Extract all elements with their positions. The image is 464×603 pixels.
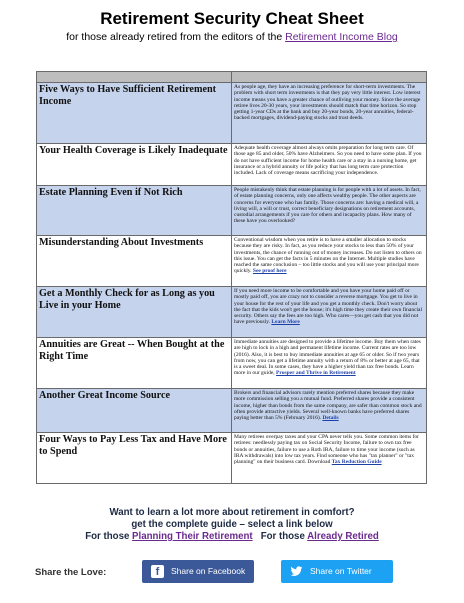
facebook-icon: f — [151, 565, 164, 578]
row-body — [232, 389, 427, 433]
share-facebook-label: Share on Facebook — [171, 566, 246, 576]
row-topic: Estate Planning Even if Not Rich — [37, 186, 232, 236]
cta-line-1: Want to learn a lot more about retirement in comfort? — [109, 507, 355, 518]
header-cell-body — [232, 72, 427, 83]
row-body-text: If you need more income to be comfortable and you have your home paid off or mostly paid off, you are crazy not to consider a reverse mortgage. You get to live in your house for the rest of your life and you get a monthly check. Don't worry about the fact that the kids won't get the house; it's high time they create their own financial security. Others say the fees are too high. Who cares—you get cash that you did not have previously. — [234, 288, 423, 326]
share-facebook-button[interactable] — [142, 560, 254, 583]
cta-for-label-2: For those — [260, 531, 308, 542]
table-row — [37, 236, 427, 287]
cta-line-2: get the complete guide – select a link below — [131, 519, 333, 530]
row-body-text: Brokers and financial advisors rarely mention preferred shares because they make more commission selling you a mutual fund. Preferred shares provide a consistent income, higher than bonds from the same company, are safer than common stock and often provide attractive yields. Several well-known banks have preferred shares paying better than 5% (February 2016). — [234, 390, 422, 422]
row-topic: Five Ways to Have Sufficient Retirement Income — [37, 83, 232, 144]
page-title: Retirement Security Cheat Sheet — [100, 9, 364, 28]
row-body — [232, 338, 427, 389]
row-body-text: Many retirees overpay taxes and your CPA never tells you. Some common items for retirees: needlessly paying tax on Social Security Income, failure to own tax free bonds or annuities, failure to use a Roth IRA, failure to time your income (such as IRA withdrawals) into low tax years. Find someone who has "tax planner" or "tax planning" on their business card. Download — [234, 434, 419, 466]
table-row — [37, 186, 427, 236]
share-label: Share the Love: — [35, 567, 107, 578]
twitter-icon — [290, 565, 303, 578]
header-cell-topic — [37, 72, 232, 83]
row-body — [232, 83, 427, 144]
details-link[interactable]: Details — [322, 415, 339, 422]
planning-retirement-link[interactable]: Planning Their Retirement — [132, 531, 253, 542]
see-proof-link[interactable]: See proof here — [252, 268, 287, 275]
cta-links — [0, 531, 464, 542]
row-body-text: Conventional wisdom when you retire is to have a smaller allocation to stocks because they are risky. In fact, as you reduce your stocks to less than 50% of your investments, the chance of running out of money increases. Do not listen to others on this issue. You can get the facts in 5 minutes on the Internet. Multiple studies have reached the same conclusion – too little stocks and you will use your principal more quickly. — [234, 237, 422, 275]
share-twitter-button[interactable] — [281, 560, 393, 583]
row-topic: Another Great Income Source — [37, 389, 232, 433]
row-body — [232, 144, 427, 186]
retirement-income-blog-link[interactable]: Retirement Income Blog — [285, 31, 398, 43]
row-body-text: Adequate health coverage almost always omits preparation for long term care. Of those age 85 and older, 50% have Alzheimers. So you need to have some plan. If you do not have sufficient income for home health care or a stay in a nursing home, get insurance or a hybrid annuity or life policy that has long term care protection included. Lack of coverage means sacrificing your independence. — [234, 145, 422, 177]
table-row — [37, 287, 427, 338]
cta-for-label-1: For those — [85, 531, 133, 542]
table-row — [37, 389, 427, 433]
already-retired-link[interactable]: Already Retired — [307, 531, 379, 542]
table-row — [37, 83, 427, 144]
row-body — [232, 433, 427, 484]
row-topic: Your Health Coverage is Likely Inadequate — [37, 144, 232, 186]
table-row — [37, 433, 427, 484]
row-body — [232, 186, 427, 236]
row-topic: Misunderstanding About Investments — [37, 236, 232, 287]
row-topic: Annuities are Great -- When Bought at the Right Time — [37, 338, 232, 389]
table-row — [37, 338, 427, 389]
table-row — [37, 144, 427, 186]
row-body — [232, 287, 427, 338]
subtitle-text: for those already retired from the editors of the — [66, 31, 286, 43]
table-header-row — [37, 72, 427, 83]
row-body — [232, 236, 427, 287]
row-body-text: Immediate annuities are designed to provide a lifetime income. Buy them when rates are high to lock in a high and permanent lifetime income. Current rates are too low (2016). Also, it is best to buy immediate annuities at age 65 or older. So if two years from now, you can get a lifetime annuity with a return of 8% or better at age 65, that is a sweet deal. In some cases, they have a higher yield than tax free bonds. Learn more in our guide, — [234, 339, 421, 377]
row-topic: Get a Monthly Check for as Long as you Live in your Home — [37, 287, 232, 338]
learn-more-link[interactable]: Learn More — [271, 319, 300, 326]
prosper-thrive-guide-link[interactable]: Prosper and Thrive in Retirement — [276, 370, 356, 377]
row-body-text: People mistakenly think that estate planning is for people with a lot of assets. In fact, of estate planning concerns, only one affects wealthy people. The other aspects are concerns for everyone who has family. Those concerns are: having a medical will, a living will, a will or trust, correct beneficiary designations on retirement accounts, custodial arrangements if you care for others and incapacity plans. How many of these have you overlooked? — [234, 187, 421, 225]
cheat-sheet-table — [36, 71, 427, 484]
tax-reduction-guide-link[interactable]: Tax Reduction Guide — [331, 459, 382, 466]
share-twitter-label: Share on Twitter — [310, 566, 372, 576]
page-subtitle — [0, 31, 464, 43]
row-topic: Four Ways to Pay Less Tax and Have More to Spend — [37, 433, 232, 484]
row-body-text: As people age, they have an increasing preference for short-term investments. The problem with short term investments is that they pay very little interest. Low interest income means you have a greater chance of outliving your money. Since the average retiree lives 20-30 years, your investments should match that time horizon. So stop getting 1-year CDs at the bank and buy 20-year bonds, 20-year annuities, federal-backed mortgages, dividend-paying stocks and trust deeds. — [234, 84, 421, 122]
